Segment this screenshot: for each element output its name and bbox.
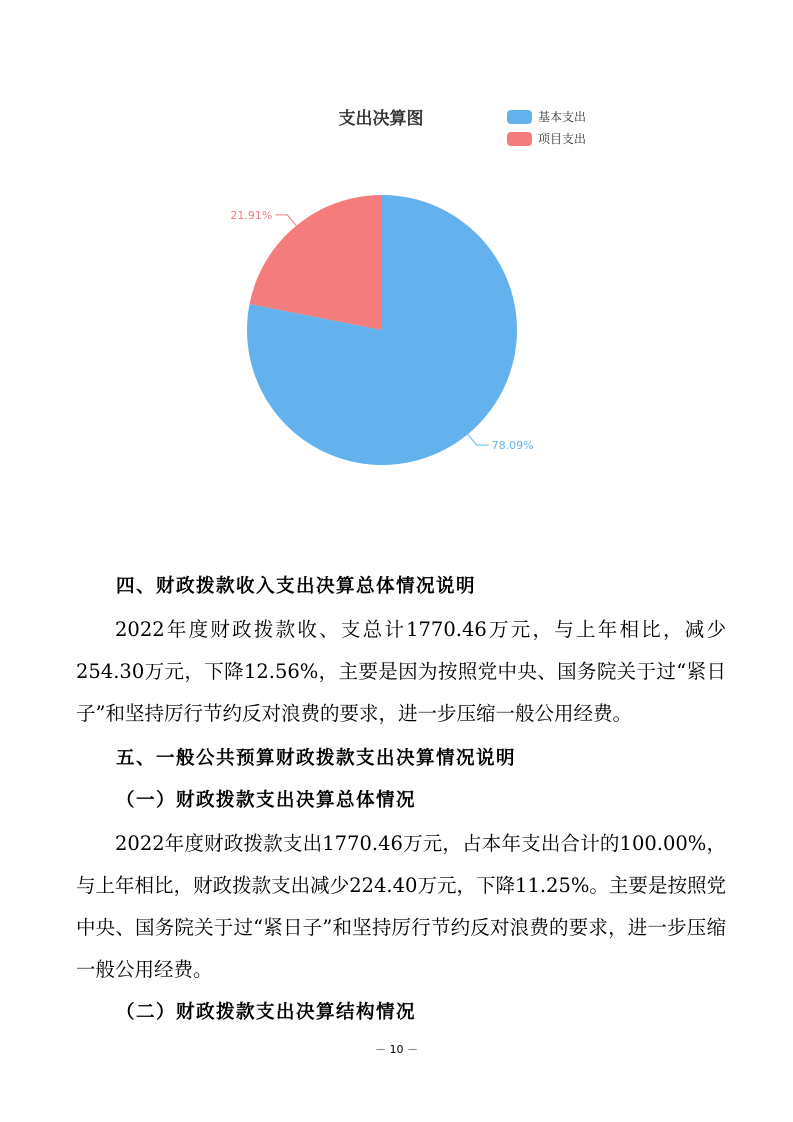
section5-heading: 五、一般公共预算财政拨款支出决算情况说明	[116, 748, 517, 769]
pie-leader-line-1	[275, 215, 296, 226]
page-number: － 10 －	[375, 1043, 418, 1056]
section4-heading: 四、财政拨款收入支出决算总体情况说明	[116, 576, 477, 597]
pie-label-1: 21.91%	[230, 208, 273, 222]
pie-label-0: 78.09%	[491, 439, 534, 453]
legend-swatch-0[interactable]	[507, 110, 532, 124]
chart-title: 支出决算图	[338, 109, 424, 129]
legend-label-1[interactable]: 项目支出	[538, 132, 587, 146]
legend-label-0[interactable]: 基本支出	[538, 110, 587, 124]
chart-legend	[507, 109, 586, 146]
pie-slices	[247, 195, 517, 465]
section5-sub1-paragraph: 2022年度财政拨款支出1770.46万元，占本年支出合计的100.00%，与上年相比，财政拨款支出减少224.40万元，下降11.25%。主要是按照党中央、国务院关于过“紧日子”和坚持厉行节约反对浪费的要求，进一步压缩一般公用经费。	[76, 832, 726, 981]
expenditure-pie-chart	[0, 0, 793, 520]
legend-swatch-1[interactable]	[507, 132, 532, 146]
section4-paragraph: 2022年度财政拨款收、支总计1770.46万元，与上年相比，减少254.30万元，下降12.56%，主要是因为按照党中央、国务院关于过“紧日子”和坚持厉行节约反对浪费的要求，进一步压缩一般公用经费。	[76, 618, 726, 725]
pie-leader-line-0	[468, 434, 489, 445]
section5-sub1-heading: （一）财政拨款支出决算总体情况	[116, 790, 417, 811]
section5-sub2-heading: （二）财政拨款支出决算结构情况	[116, 1002, 417, 1023]
